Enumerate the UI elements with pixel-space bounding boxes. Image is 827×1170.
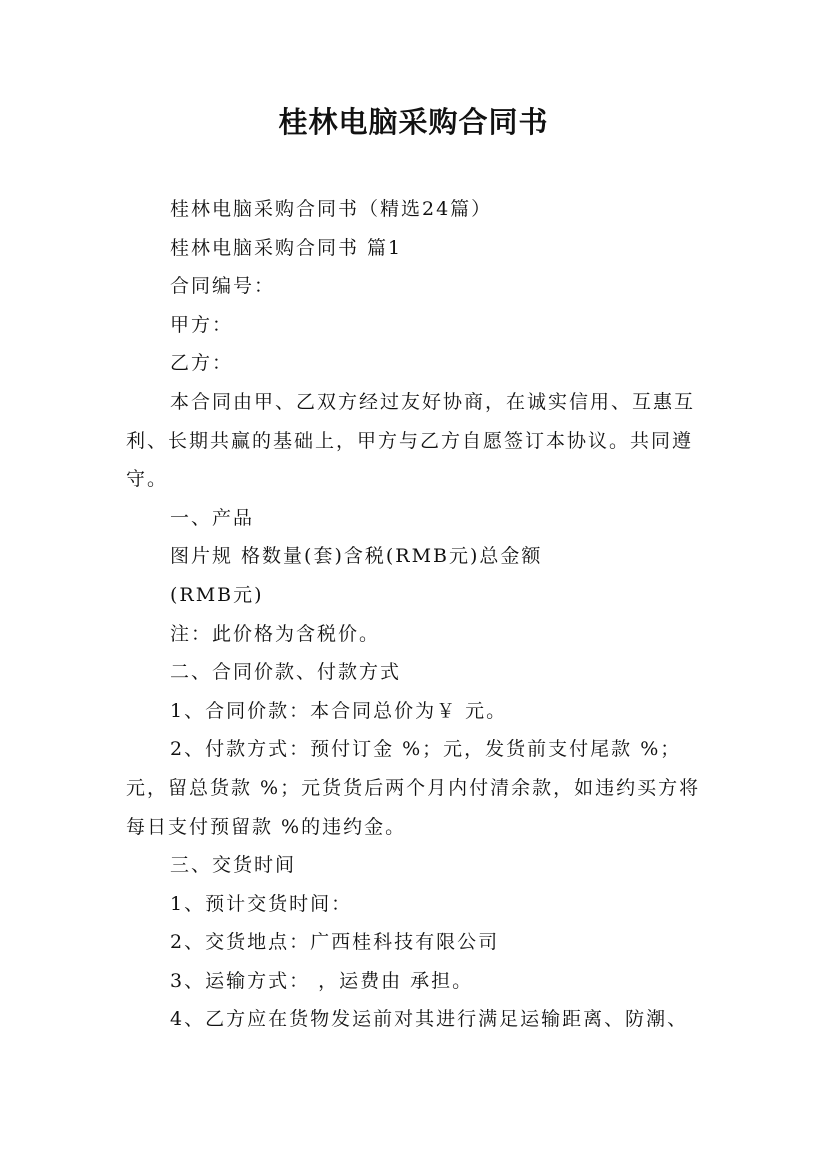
paragraph: 乙方： [170, 352, 234, 375]
paragraph: 1、预计交货时间： [170, 892, 353, 915]
paragraph: 3、运输方式： ，运费由 承担。 [170, 969, 474, 992]
paragraph: 图片规 格数量(套)含税(RMB元)总金额 [170, 545, 543, 568]
paragraph: 1、合同价款：本合同总价为￥ 元。 [170, 699, 508, 722]
paragraph: 一、产品 [170, 506, 255, 529]
paragraph: (RMB元) [170, 583, 264, 606]
paragraph: 桂林电脑采购合同书（精选24篇） [170, 198, 493, 220]
paragraph: 桂林电脑采购合同书 篇1 [170, 236, 403, 259]
paragraph: 2、交货地点：广西桂科技有限公司 [170, 931, 500, 954]
paragraph: 本合同由甲、乙双方经过友好协商，在诚实信用、互惠互利、长期共赢的基础上，甲方与乙方自愿签订本协议。共同遵守。 [126, 390, 696, 491]
paragraph: 甲方： [170, 313, 234, 336]
paragraph: 合同编号： [170, 275, 276, 298]
paragraph: 二、合同价款、付款方式 [170, 661, 402, 684]
document-title: 桂林电脑采购合同书 [278, 105, 549, 139]
paragraph: 注：此价格为含税价。 [170, 622, 381, 645]
document-body [126, 190, 706, 1039]
paragraph: 三、交货时间 [170, 854, 297, 877]
paragraph: 4、乙方应在货物发运前对其进行满足运输距离、防潮、 [170, 1008, 689, 1031]
paragraph: 2、付款方式：预付订金 %；元，发货前支付尾款 %；元，留总货款 %；元货货后两个月内付清余款，如违约买方将每日支付预留款 %的违约金。 [126, 738, 701, 838]
